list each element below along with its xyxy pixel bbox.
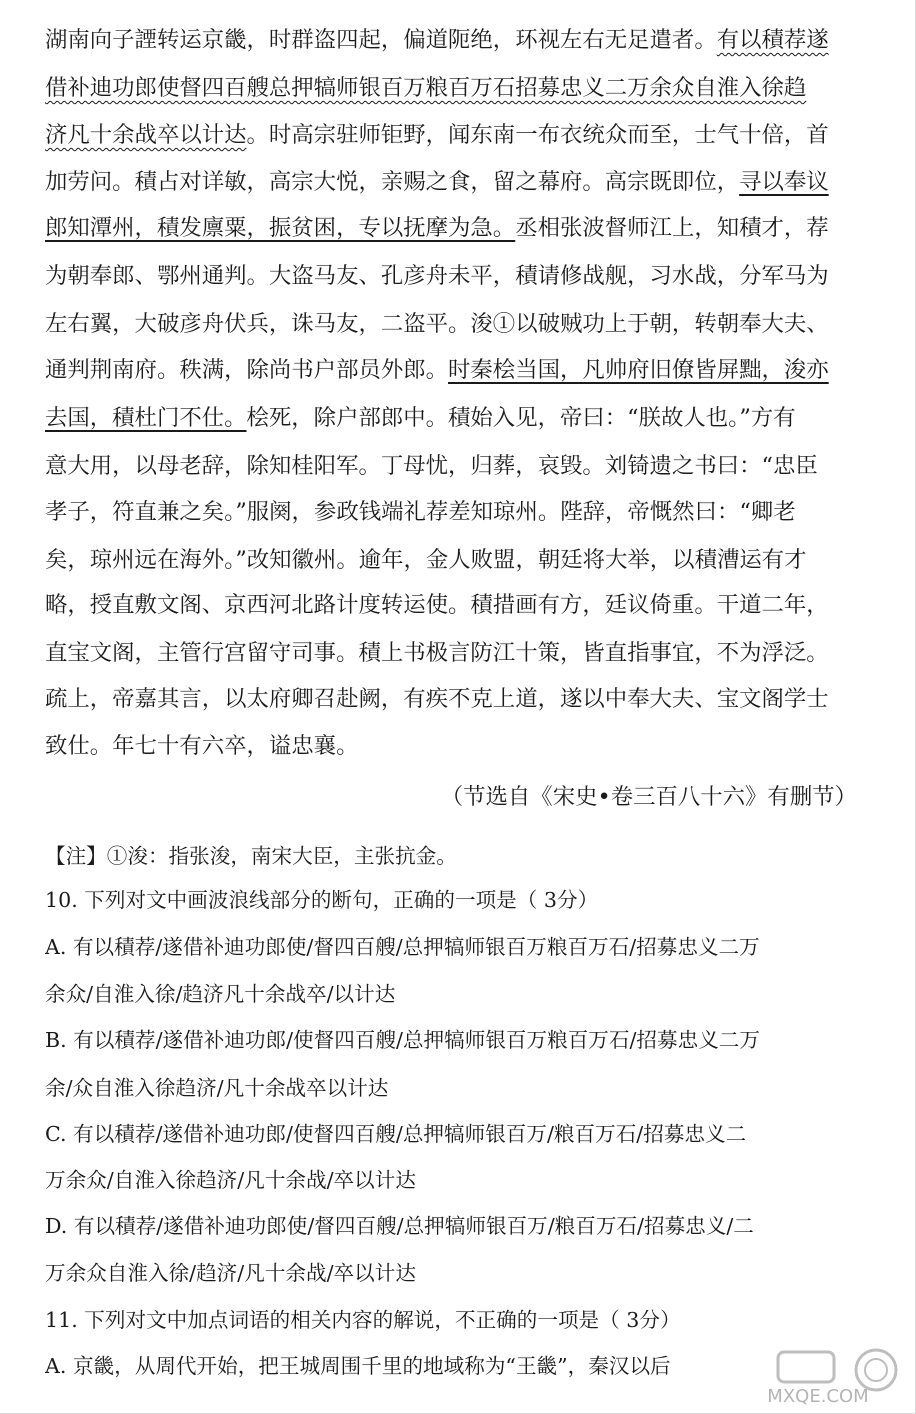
text-span: 孝子，符直兼之矣。”服阕，参政钱端礼荐差知琼州。陛辞，帝慨然曰：“卿老 bbox=[45, 499, 796, 525]
underlined-text: 郎知潭州，積发廪粟，振贫困，专以抚摩为急。 bbox=[45, 215, 516, 241]
text-line bbox=[45, 162, 875, 202]
text-line bbox=[45, 304, 875, 344]
text-line bbox=[45, 633, 875, 673]
text-span: C. 有以積荐/遂借补迪功郎/使督四百艘/总押犒师银百万/粮百万石/招募忠义二 bbox=[45, 1122, 747, 1146]
text-span: A. 京畿，从周代开始，把王城周围千里的地域称为“王畿”，秦汉以后 bbox=[45, 1354, 671, 1378]
wavy-underlined-text: 借补迪功郎使督四百艘总押犒师银百万粮百万石招募忠义二万余众自淮入徐趋 bbox=[45, 75, 807, 101]
text-line bbox=[45, 1160, 875, 1200]
text-span: B. 有以積荐/遂借补迪功郎/使督四百艘/总押犒师银百万粮百万石/招募忠义二万 bbox=[45, 1028, 760, 1052]
text-line bbox=[45, 540, 875, 580]
text-span: 略，授直敷文阁、京西河北路计度转运使。積措画有方，廷议倚重。干道二年， bbox=[45, 592, 829, 618]
text-line bbox=[45, 20, 875, 60]
text-line bbox=[45, 1300, 875, 1340]
text-span: D. 有以積荐/遂借补迪功郎使/督四百艘/总押犒师银百万/粮百万石/招募忠义/二 bbox=[45, 1214, 754, 1238]
text-span: 11. 下列对文中加点词语的相关内容的解说，不正确的一项是（ 3分） bbox=[45, 1308, 681, 1332]
underlined-text: 寻以奉议 bbox=[739, 169, 829, 195]
text-line bbox=[45, 1114, 875, 1154]
text-span: 加劳问。積占对详敏，高宗大悦，亲赐之食，留之幕府。高宗既即位， bbox=[45, 169, 740, 195]
text-line bbox=[45, 492, 875, 532]
text-span: 疏上，帝嘉其言，以太府卿召赴阙，有疾不克上道，遂以中奉大夫、宝文阁学士 bbox=[45, 686, 829, 712]
text-line bbox=[45, 208, 875, 248]
text-span: 通判荆南府。秩满，除尚书户部员外郎。 bbox=[45, 357, 449, 383]
text-line bbox=[45, 1253, 875, 1293]
text-line bbox=[45, 585, 875, 625]
answer-seal-icon bbox=[778, 1350, 896, 1390]
text-span: 万余众/自淮入徐趋济/凡十余战/卒以计达 bbox=[45, 1168, 416, 1192]
text-line bbox=[45, 927, 875, 967]
text-line bbox=[45, 1206, 875, 1246]
text-line bbox=[45, 880, 875, 920]
text-span: 桧死，除户部郎中。積始入见，帝曰：“朕故人也。”方有 bbox=[246, 405, 796, 431]
text-line bbox=[45, 1068, 875, 1108]
text-line bbox=[45, 398, 875, 438]
text-line bbox=[45, 1346, 875, 1386]
text-span: 意大用，以母老辞，除知桂阳军。丁母忧，归葬，哀毁。刘锜遗之书曰：“忠臣 bbox=[45, 453, 818, 479]
text-span: A. 有以積荐/遂借补迪功郎使/督四百艘/总押犒师银百万粮百万石/招募忠义二万 bbox=[45, 935, 760, 959]
text-line bbox=[45, 1020, 875, 1060]
text-line bbox=[45, 974, 875, 1014]
text-span: 余众/自淮入徐/趋济凡十余战卒/以计达 bbox=[45, 982, 396, 1006]
text-span: 湖南向子諲转运京畿，时群盗四起，偏道阨绝，环视左右无足遣者。 bbox=[45, 27, 717, 53]
underlined-text: 去国，積杜门不仕。 bbox=[45, 405, 247, 431]
watermark-text: MXQE.COM bbox=[767, 1386, 869, 1407]
text-line bbox=[45, 350, 875, 390]
text-line bbox=[45, 68, 875, 108]
wavy-underlined-text: 济凡十余战卒以计达 bbox=[45, 122, 247, 148]
text-span: （节选自《宋史•卷三百八十六》有删节） bbox=[440, 784, 857, 810]
underlined-text: 时秦桧当国，凡帅府旧僚皆屏黜，浚亦 bbox=[448, 357, 829, 383]
text-span: 矣，琼州远在海外。”改知徽州。逾年，金人败盟，朝廷将大举，以積漕运有才 bbox=[45, 547, 807, 573]
text-span: 10. 下列对文中画波浪线部分的断句，正确的一项是（ 3分） bbox=[45, 888, 599, 912]
wavy-underlined-text: 有以積荐遂 bbox=[716, 27, 829, 53]
text-span: 余/众自淮入徐趋济/凡十余战卒以计达 bbox=[45, 1076, 389, 1100]
text-line bbox=[45, 256, 875, 296]
text-span: 万余众自淮入徐/趋济/凡十余战/卒以计达 bbox=[45, 1261, 416, 1285]
text-line bbox=[45, 726, 875, 766]
text-span: 致仕。年七十有六卒，谥忠襄。 bbox=[45, 733, 359, 759]
text-span: 。时高宗驻师钜野，闻东南一布衣统众而至，士气十倍，首 bbox=[246, 122, 829, 148]
text-line bbox=[45, 836, 875, 876]
text-span: 直宝文阁，主管行宫留守司事。積上书极言防江十策，皆直指事宜，不为浮泛。 bbox=[45, 640, 829, 666]
text-line bbox=[45, 446, 875, 486]
text-span: 左右翼，大破彦舟伏兵，诛马友，二盗平。浚①以破贼功上于朝，转朝奉大夫、 bbox=[45, 311, 829, 337]
text-line bbox=[45, 777, 857, 817]
text-line bbox=[45, 679, 875, 719]
text-line bbox=[45, 115, 875, 155]
text-span: 丞相张波督师江上，知積才，荐 bbox=[515, 215, 829, 241]
text-span: 【注】①浚：指张浚，南宋大臣，主张抗金。 bbox=[45, 844, 457, 868]
watermark bbox=[758, 1346, 908, 1408]
text-span: 为朝奉郎、鄂州通判。大盗马友、孔彦舟未平，積请修战舰，习水战，分军马为 bbox=[45, 263, 829, 289]
